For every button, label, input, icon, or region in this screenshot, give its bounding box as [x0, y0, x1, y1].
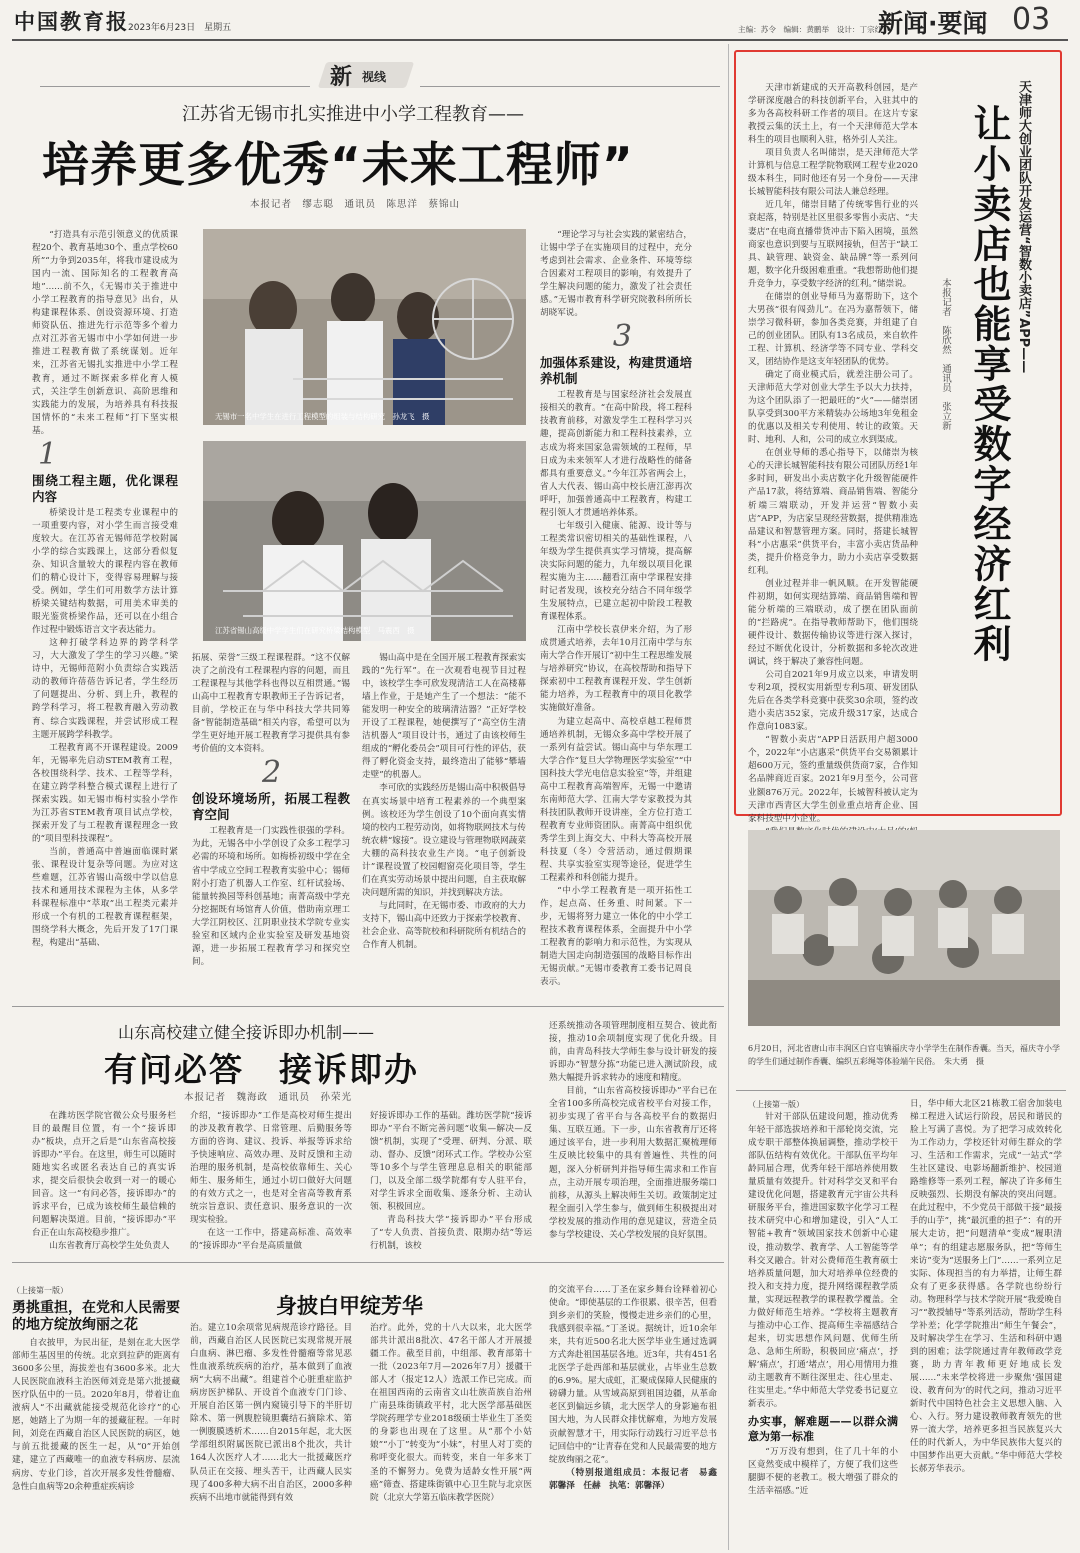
section-title: 新闻·要闻 — [878, 9, 988, 38]
main-headline: 培养更多优秀“未来工程师” — [42, 138, 634, 193]
shandong-c2: 介绍，“接诉即办”工作是高校对师生提出的涉及教育教学、日常管理、后勤服务等方面的咨询、建议、投诉、举报等诉求给予快速响应、高效办理、及时反馈和主动治理的服务机制，是高校依靠师生、关心师生、服务师生，通过小切口做好大问题的有效方式之一，也是对全省高等教育系统宗旨意识、责任意识、服务意识的一次现实检验。 — [190, 1111, 352, 1226]
shandong-c4: 还系统推动各项管理制度相互契合、彼此衔接，推动10余项制度实现了优化升级。目前，由青岛科技大学师生参与设计研发的接诉即办“智慧分拣”功能已进入测试阶段，成熟大幅提升诉求转办的速度和精度。 — [549, 1021, 717, 1084]
main-col4-f: “中小学工程教育是一项开拓性工作，起点高、任务重、时间紧。下一步，无锡将努力建立一体化的中小学工程技术教育课程体系，全面提升中小学工程教育的影响力和示范性，为实现从制造大国走向制造强国的战略目标作出无锡贡献。”无锡市委教育工委书记周良表示。 — [540, 886, 692, 988]
main-intro: “打造具有示范引领意义的优质课程20个、教育基地30个、重点学校60所”“力争到2035年，将我市建设成为国内一流、国际知名的工程教育高地”……前不久，《无锡市关于推进中小学工程教育的指导意见》出台，从构建课程体系、创设资源环境、打造师资队伍、推进先行示范等多个着力点对江苏省无锡市中小学如何进一步推进工程教育做了系统谋划。近年来，江苏省无锡扎实推进中小学工程教育，通过不断探索多样化育人模式，关注学生创新意识、高阶思维和实践能力的发展，为培养具有科技报国情怀的“未来工程师”打下坚实根基。 — [32, 230, 178, 436]
sidebar-body — [748, 82, 918, 824]
main-col1-s1: 桥梁设计是工程类专业课程中的一项重要内容，对小学生而言接受难度较大。在江苏省无锡师范学校附属小学的综合实践课上，这部分看似复杂、知识含量较大的课程内容在教师们的精心设计下，变得容易理解与接受。例如，学生们可用数学方法计算桥梁关键结构数据，可用美术审美的眼光鉴赏桥梁作品，还可以在小组合作过程中锻炼语言文字表达能力。 — [32, 507, 178, 636]
section-1-number: 1 — [38, 436, 58, 472]
shandong-c3b: 青岛科技大学“接诉即办”平台形成了“专人负责、首接负责、限期办结”等运行机制，该校 — [370, 1215, 532, 1252]
sidebar-p4: 在储崇的创业导师马为嘉帮助下，这个大男孩“很有闯劲儿”。在冯为嘉帮领下，储崇学习微科研，参加各类竞赛，并组建了自己的创业团队。团队有13名成员，来自软件工程、计算机、经济学等不同专业、学科交叉，团结协作是这支年轻团队的优势。 — [748, 291, 918, 367]
photo-2-caption: 江苏省锡山高级中学学生们在研究桥梁结构模型 马震西 摄 — [215, 626, 415, 635]
follow3-continued: （上接第一版） — [748, 1100, 804, 1109]
section-3-title: 加强体系建设，构建贯通培养机制 — [540, 355, 692, 387]
shandong-col-4 — [549, 1020, 717, 1254]
shandong-col-2 — [190, 1110, 352, 1254]
main-col4-d: 江南中学校长袁伊来介绍，为了形成贯通式培养，去年10月江南中学与东南大学合作开展订“初中生工程思维发展与培养研究”协议，在高校帮助和指导下探索初中工程教育课程开发、学生创新能力培养，为工程教育中的项目化教学实施做好准备。 — [540, 625, 692, 714]
main-col2-a: 拓展、荣誉”三级工程课程群。“这不仅解决了之前没有工程课程内容的问题，而且工程课程与其他学科也得以互相贯通。”锡山高中工程教育专职教师王子告诉记者，目前，学校正在与华中科技大学共同筹备“智能制造基础”相关内容，希望可以为学生更好地开展工程教育学习提供具有参考价值的文本资料。 — [192, 653, 350, 755]
sidebar-bottom-rule — [736, 1090, 1066, 1091]
main-col-1 — [32, 229, 178, 1001]
shandong-col-3 — [370, 1110, 532, 1254]
main-col3-a: 锡山高中是在全国开展工程教育探索实践的“先行军”。在一次观看电视节目过程中，该校学生李可欣发现清洁工人在高楼幕墙上作业，于是她产生了一个想法：“能不能发明一种安全的玻璃清洁器？”正好学校开设了工程课程，她便撰写了“高空仿生清洁机器人”项目设计书，通过了由该校师生组成的“孵化委员会”项目可行性的评估，获得了孵化资金支持，最终造出了能够“攀墙走壁”的机器人。 — [362, 653, 526, 781]
follow3-c1: 针对干部队伍建设问题，推动优秀年轻干部选拔培养和干部轮岗交流，完成专职干部整体换届调整，推动学校干部队伍结构有效优化。干部队伍平均年龄同届合理，优秀年轻干部培养使用数量质量有效提升。针对科学交叉和平台建设优化问题，搭建教育元宇宙公共科研服务平台，推进国家数字化学习工程技术研究中心和增加建设，引入“人工智能+教育”领域国家技术创新中心建设，推动数学、教育学、人工智能等学科交叉融合。针对公费师范生教育硕士培养质量问题，加大对培养单位经费的投入和支持力度，提升网络课程教学质量，实现远程教学的课程教学覆盖。全力做好师范生培养。“学校将主题教育与推动中心工作、提高师生幸福感结合起来，切实思想作风问题、优师生所急、急师生所盼，积极回应‘痛点’，抒解‘痛点’，打通‘堵点’，用心用情用力推动主题教育不断往深里走、往心里走、往实里走。”华中师范大学党委书记夏立新表示。 — [748, 1112, 898, 1410]
tag-char: 新 — [330, 64, 353, 90]
main-col1-s1c: 工程教育离不开课程建设。2009年，无锡率先启动STEM教育工程，各校围绕科学、技术、工程等学科，在建立跨学科整合模式课程上进行了探索实践。如无锡市梅村实验小学作为江苏省STEM教育项目试点学校，探索开发了与工程教育课程理念一致的“项目型科技课程”。 — [32, 742, 178, 844]
follow1-continued: （上接第一版） — [12, 1286, 68, 1295]
sidebar-p2: 项目负责人名叫储崇，是天津师范大学计算机与信息工程学院物联网工程专业2020级本科生，同时他还有另一个身份——天津长城智能科技有限公司法人兼总经理。 — [748, 148, 918, 198]
shandong-byline: 本报记者 魏海政 通讯员 孙荣光 — [184, 1092, 353, 1103]
page-number: 03 — [1012, 2, 1051, 37]
follow2-col-2 — [370, 1322, 532, 1546]
main-col3-b: 李可欣的实践经历是锡山高中积极倡导在真实场景中培育工程素养的一个典型案例。该校还为学生创设了10个面向真实情境的校内工程劳动岗，如将物联网技术与传统农耕“嫁接”。设立建设与管理物联网蔬菜大棚的高科技农业生产岗。“电子创新设计”课程设置了校园帽窗亮化项目等，学生们在真实劳动场景中提出问题，自主获取解决问题所需的知识，并找到解决方法。 — [362, 783, 526, 898]
main-col4-c: 七年级引入健康、能源、设计等与工程类常识密切相关的基础性课程，八年级为学生提供真实学习情境，提高解决实际问题的能力，九年级以项目化课程实施为主……翻看江南中学课程安排时记者发现，该校充分结合不同年级学生发展特点，已建立起初中阶段工程教育课程体系。 — [540, 520, 692, 623]
shandong-col-1 — [32, 1110, 176, 1254]
shandong-kicker: 山东高校建立健全接诉即办机制—— — [118, 1023, 375, 1042]
photo-sachet-making — [748, 830, 1060, 1026]
sidebar-p1: 天津市新建成的天开高教科创园，是产学研深度融合的科技创新平台，入驻其中的多为各高校科研工作者的项目。在这片专家教授云集的沃土上，有一个天津师范大学本科生的项目也顺利入驻，格外引人关注。 — [748, 83, 918, 146]
masthead-rule — [12, 39, 1068, 41]
follow2-sign: （特别报道组成员：本报记者 易鑫 郭馨泽 任赫 执笔：郭馨泽） — [549, 1467, 726, 1491]
follow1-title: 勇挑重担，在党和人民需要的地方绽放绚丽之花 — [12, 1300, 180, 1334]
main-col1-s1b: 这种打破学科边界的跨学科学习，大大激发了学生的学习兴趣。”梁诗中，无锡师范附小负责综合实践活动的教师许蓓蓓告诉记者，学生经历了问题提出、分析、到上升，教程的跨学科学习，将工程教育融入劳动教育、综合实践课程，并尝试形成工程主题开展跨学科教学。 — [32, 638, 178, 740]
follow2-col-1 — [190, 1322, 352, 1546]
sidebar-p8: 公司自2021年9月成立以来，申请发明专利2项，授权实用新型专利5项、研发团队先后在各类学科竞赛中获奖30余项，签约改造小卖店352家，完成升级317家，达成合作意向1083家。 — [748, 670, 918, 733]
shandong-c1: 在潍坊医学院官微公众号服务栏目的最醒目位置，有一个“接诉即办”板块，点开之后是“山东省高校接诉即办”平台。在这里，师生可以随时随地实名或匿名表达自己的真实诉求，提交后很快会收到一对一的暖心回音。这一“有问必答，接诉即办”的诉求平台，已成为该校师生最信赖的问题解决渠道。目前，“接诉即办”平台正在山东高校稳步推广。 — [32, 1111, 176, 1239]
section-2-number: 2 — [262, 755, 282, 791]
follow3-c2: 日，华中师大北区21栋教工宿舍加装电梯工程进入试运行阶段，居民和谐民的脸上写满了喜悦。为了把学习成效转化为工作动力，学校还针对师生群众的学习、生活和工作需求，完成“一站式”学生社区建设、电影场翻新维护、校园道路维修等一系列工程，解决了许多师生反映强烈、长期没有解决的突出问题。在此过程中，不少党员干部做干接“最接手的山芋”，挑“最沉重的担子”：有的开展大走访，把“问题清单”变成“履职清单”；有的组建志愿服务队，把“等师生来访”变为“送服务上门”……一系列立足实际、体现担当的有力举措，让师生群众有了更多获得感。各学院也纷纷行动。物理科学与技术学院开展“我爱晚自习”“教授辅导”等系列活动，帮助学生科学补差；化学学院推出“师生午餐会”，及时解决学生在学习、生活和科研中遇到的困难；法学院通过青年教师政学竞赛，助力青年教师更好地成长发展……“未来学校将进一步聚焦‘强国建设、教育何为’的时代之问，推动习近平新时代中国特色社会主义思想入脑、入心、入行。努力建设教师教育领先的世界一流大学，培养更多担当民族复兴大任的时代新人，为中华民族伟大复兴的中国梦作出更大贡献。”华中师范大学校长郝芳华表示。 — [910, 1099, 1062, 1475]
main-bottom-rule — [12, 1006, 724, 1007]
sidebar-p3: 近几年，储崇目睹了传统零售行业的兴衰起落，特别是社区里很多零售小卖店、“夫妻店”在电商直播带货冲击下陷入困境，虽然商家也意识到要与互联网接轨，但苦于“缺工具、缺管理、缺资金、缺品牌”等一系列问题，数字化升级困难重重。“我想帮助他们提升竞争力，享受数字经济的红利。”储崇说。 — [748, 200, 918, 289]
sidebar-p5: 确定了商业模式后，就差注册公司了。天津师范大学对创业大学生予以大力扶持，为这个团队添了一把最旺的“火”——储崇团队享受到300平方米精装办公场地3年免租金的优惠以及相关专利使用、转让的政策。天时、地利、人和，公司的成立水到渠成。 — [748, 370, 918, 446]
lower-section-rule — [12, 1262, 724, 1263]
follow3-subhead: 办实事，解难题——以群众满意为第一标准 — [748, 1415, 898, 1444]
sidebar-photo-caption: 6月20日，河北省唐山市丰润区白官屯镇福庆寺小学学生在制作香囊。当天，福庆寺小学的学生们通过制作香囊、编织五彩绳等体验端午民俗。 朱大勇 摄 — [748, 1044, 1060, 1066]
shandong-c4b: 目前，“山东省高校接诉即办”平台已在全省100多所高校完成省校平台对接工作，初步实现了省平台与各高校平台的数据归集、互联互通。下一步，山东省教育厅还将通过该平台，进一步利用大数据汇聚梳理师生反映比较集中的具有普遍性、共性的问题，深入分析研判并指导师生需求和工作盲点，主动开展专项治理，全面推进服务端口前移，从源头上解决师生关切。政策制定过程全面引入学生参与，做到师生积极提出对学校发展的推动作用的意见建议，营造全员参与学校建设、关心学校发展的良好氛围。 — [549, 1086, 717, 1240]
photo-1-image — [203, 229, 526, 425]
tag-rule-left — [40, 86, 310, 87]
follow3-col-1 — [748, 1098, 898, 1546]
main-col-2 — [192, 652, 350, 1001]
follow2-c1: 治。建立10余项常见病规范诊疗路径。目前，西藏自治区人民医院已实现常规开展白血病、淋巴瘤、多发性骨髓瘤等常见恶性血液系统疾病的治疗，基本做到了血液病“大病不出藏”。组建首个心脏重症监护病房医护梯队、开设首个血液专门门诊、开展自治区第一例内窥镜引导下的半肝切除术、第一例腹腔镜胆囊结石摘除术、第一例腹膜透析术……自2015年起，北大医学部组织附属医院已派出8个批次，共计164人次医疗人才……北大一批援藏医疗队员正在交接、埋头苦干，让西藏人民实现了400多种大病不出自治区，2000多种疾病不出地市就能得到有效 — [190, 1323, 352, 1503]
masthead-date: 2023年6月23日 星期五 — [128, 23, 232, 33]
main-col4-e: 为建立起高中、高校卓越工程师贯通培养机制，无锡众多高中学校开展了一系列有益尝试。锡山高中与华东理工大学合作“复旦大学物理医学实验室”“中国科技大学光电信息实验室”等，并组建高中工程教育高端智库，无锡一中邀请东南师范大学、江南大学专家教授为其科技团队教师开设讲座，全方位打造工程教育专业师资团队。南菁高中组织优秀学生到上海交大、中科大等高校开展科技夏（冬）令营活动，通过假期课程、共享实验室实现等途径，促进学生工程素养和科创能力提升。 — [540, 716, 692, 884]
section-2-title: 创设环境场所，拓展工程教育空间 — [192, 791, 350, 823]
main-col2-b: 工程教育是一门实践性很强的学科。为此，无锡各中小学创设了众多工程学习必需的环境和场所。如梅桥初级中学在全省中学成立空间工程教育实验中心；锡师附小打造了机器人工作室、红杆试验场、能量转换园等科创基地；南菁高级中学充分挖掘既有场馆育人价值，借助南京理工大学江阴校区、江阴职业技术学院专业实验室和区域内企业实验室及研发基地资源，进一步拓展工程教育学习和探究空间。 — [192, 826, 350, 967]
tag-rule-right — [420, 86, 720, 87]
shandong-c1b: 山东省教育厅高校学生处负责人 — [49, 1241, 170, 1252]
shandong-c3: 好接诉即办工作的基础。潍坊医学院“接诉即办”平台不断完善问题“收集—解决—反馈”机制，实现了“受理、研判、分派、联动、督办、反馈”闭环式工作。学校办公室等10多个与学生管理息息相关的职能部门，以及全部二级学院都有专人驻平台，对学生诉求全面收集、逐条分析、主动认领、积极回应。 — [370, 1111, 532, 1213]
section-3-number: 3 — [612, 319, 632, 355]
main-kicker: 江苏省无锡市扎实推进中小学工程教育—— — [182, 104, 524, 125]
sidebar-byline: 本报记者 陈欣然 通讯员 张立新 — [940, 278, 951, 430]
follow1-block — [12, 1284, 180, 1546]
photo-3-image — [748, 830, 1060, 1026]
follow2-col-3 — [549, 1284, 726, 1546]
photo-students-model — [203, 229, 526, 425]
main-col3-c: 与此同时，在无锡市委、市政府的大力支持下，锡山高中还致力于探索学校教育、社会企业、高等院校和科研院所有机结合的合作育人机制。 — [362, 900, 526, 951]
main-col-3 — [362, 652, 526, 1001]
follow2-c3: 的交流平台……丁圣在家乡舞台诠释着初心使命。“即使基层的工作很累、很辛苦，但看到乡亲们的笑脸，慢慢走进乡亲们的心里，我感到很幸福。”丁圣说。据统计，近10余年来，共有近500名北大医学毕业生通过选调方式奔赴祖国基层各地。近3年，共有451名北医学子赴西部和基层就业，占毕业生总数的6.9%。屋大成虹，汇聚成保障人民健康的磅礴力量。从雪域高原到祖国边疆，从革命老区到偏远乡镇，北大医学人的身影遍布祖国大地，为人民群众排忧解难，为地方发展贡献智慧才干，用实际行动践行习近平总书记回信中的“让青春在党和人民最需要的地方绽放绚丽之花”。 — [549, 1285, 717, 1465]
sidebar-p9: “智数小卖店”APP日活跃用户超3000个，2022年“小店惠采”供货平台交易额累计超600万元，签约重量级供货商7家，合作知名品牌商近百家。2021年9月至今，公司营业额876万元。2022年，长城智科被认定为天津市西青区大学生创业重点培育企业、国家科技型中小企业。 — [748, 735, 918, 824]
follow2-title: 身披白甲绽芳华 — [276, 1294, 423, 1318]
sidebar-p7: 创业过程并非一帆风顺。在开发智能硬件初期，如何实现结算端、商品销售端和智能分析端的三端联动，成了摆在团队面前的“拦路虎”。在指导教师帮助下，他们围绕硬件设计、数据传输协议等进行深入探讨，经过不断优化设计，分析数据和多轮次改进调试，终于解决了兼容性问题。 — [748, 578, 918, 668]
column-divider-vertical — [728, 44, 729, 1550]
tag-label: 视线 — [362, 70, 387, 84]
follow3-c1b: “万万没有想到，住了几十年的小区竟然变成中模样了，方便了我们这些腿脚不便的老教工。极大增强了群众的生活幸福感。”近 — [748, 1447, 898, 1497]
shandong-headline: 有问必答 接诉即办 — [104, 1050, 419, 1089]
main-byline: 本报记者 缪志聪 通讯员 陈思洋 蔡锦山 — [250, 199, 461, 210]
new-vision-tag — [322, 58, 412, 92]
sidebar-headline: 让小卖店也能享受数字经济红利 — [967, 104, 1011, 664]
photo-2-image — [203, 441, 526, 641]
main-col1-s1d: 当前，普通高中普遍面临课时紧张、课程设计复杂等问题。为应对这些难题，江苏省锡山高级中学以信息技术和通用技术课程为主体，从多学科课程标准中“萃取”出工程类元素并形成一个有机的工程教育课程框架，围绕学科大概念，先后开发了17门课程，构建出“基础、 — [32, 846, 178, 949]
main-col4-b: 工程教育是与国家经济社会发展直接相关的教育。“在高中阶段，将工程科技教育前移，对激发学生工程科学习兴趣，提高创新能力和工程科技素养，立志成为将来国家急需领域的工程师，早日成为未来领军人才进行战略性的储备都具有重要意义。”今年江苏省两会上，省人大代表、锡山高中校长唐江澎再次呼吁，加强普通高中工程教育，构建工程引领人才贯通培养体系。 — [540, 390, 692, 518]
photo-students-bridge — [203, 441, 526, 641]
section-1-title: 围绕工程主题，优化课程内容 — [32, 472, 178, 504]
photo-1-caption: 无锡市一名中学生在进行工程模型的组装与结构研究 孙龙飞 摄 — [215, 412, 430, 421]
main-col-4 — [540, 229, 692, 1001]
sidebar-p6: 在创业导师的悉心指导下，以储崇为核心的天津长城智能科技有限公司团队历经1年多时间，研发出小卖店数字化升级智能硬件产品17款，将结算端、商品销售端、智能分析端三端联动，开发并运营“智数小卖店”APP，为店家呈现经营数据，提供精准选品建议和智慧管理方案。同时，搭建长城智科“小店惠采”供货平台，丰富小卖店货品种类，提升价格竞争力，助力小卖店享受数据红利。 — [748, 448, 918, 576]
follow1-text: 自衣披甲，为民出征，是刻在北大医学部师生基因里的传统。北京到拉萨的距离有3600多公里，海拔差也有3600多米。北大人民医院血液科主治医师刘竞是第六批援藏医疗队伍中的一员。2020年8月，带着让血液病人“不出藏就能接受规范化诊疗”的心愿，她踏上了为期一年的援藏征程。一年时间，刘竞在西藏自治区人民医院的病区，她与前五批援藏的医生一起，从“0”开始创建，建立了西藏唯一的血液专科病房、层流病房、专业门诊，首次开展多发性骨髓瘤、急性白血病等20余种重症疾病诊 — [12, 1338, 180, 1492]
main-col4-a: “理论学习与社会实践的紧密结合，让锡中学子在实施项目的过程中，充分考虑到社会需求、企业条件、环境等综合因素对工程项目的影响，有效提升了学生解决问题的能力，激发了社会责任感。”无锡市教育科学研究院教科所所长胡晓军说。 — [540, 230, 692, 319]
masthead-editors: 主编：苏令 编辑：黄鹏举 设计：丁宗红 — [738, 25, 883, 34]
masthead-logo: 中国教育报 — [14, 9, 129, 34]
follow2-c2: 治疗。此外，党的十八大以来，北大医学部共计派出8批次、47名干部人才开展援疆工作。截至目前，中组部、教育部第十一批（2023年7月—2026年7月）援疆干部人才（报定12人）选派工作已完成。而在祖国西南的云南省文山壮族苗族自治州广南县珠街镇政平村，北大医学部基础医学院药理学专业2018级硕士毕业生丁圣奕的身影也出现在了这里。从“那个小姑娘”“小丁”转变为“小妹”，村里人对丁奕的称呼变化很大。而转变，来自一年多来丁圣的不懈努力。免费为适龄女性开展“两癌”筛查、搭建珠街镇中心卫生院与北京医院（北京大学第五临床教学医院） — [370, 1323, 532, 1503]
follow3-col-2 — [910, 1098, 1062, 1546]
shandong-c2b: 在这一工作中，搭建高标准、高效率的“接诉即办”平台是高质量做 — [190, 1228, 352, 1252]
sidebar-label: 天津师大创业团队开发运营“智数小卖店”APP—— — [1016, 80, 1031, 374]
